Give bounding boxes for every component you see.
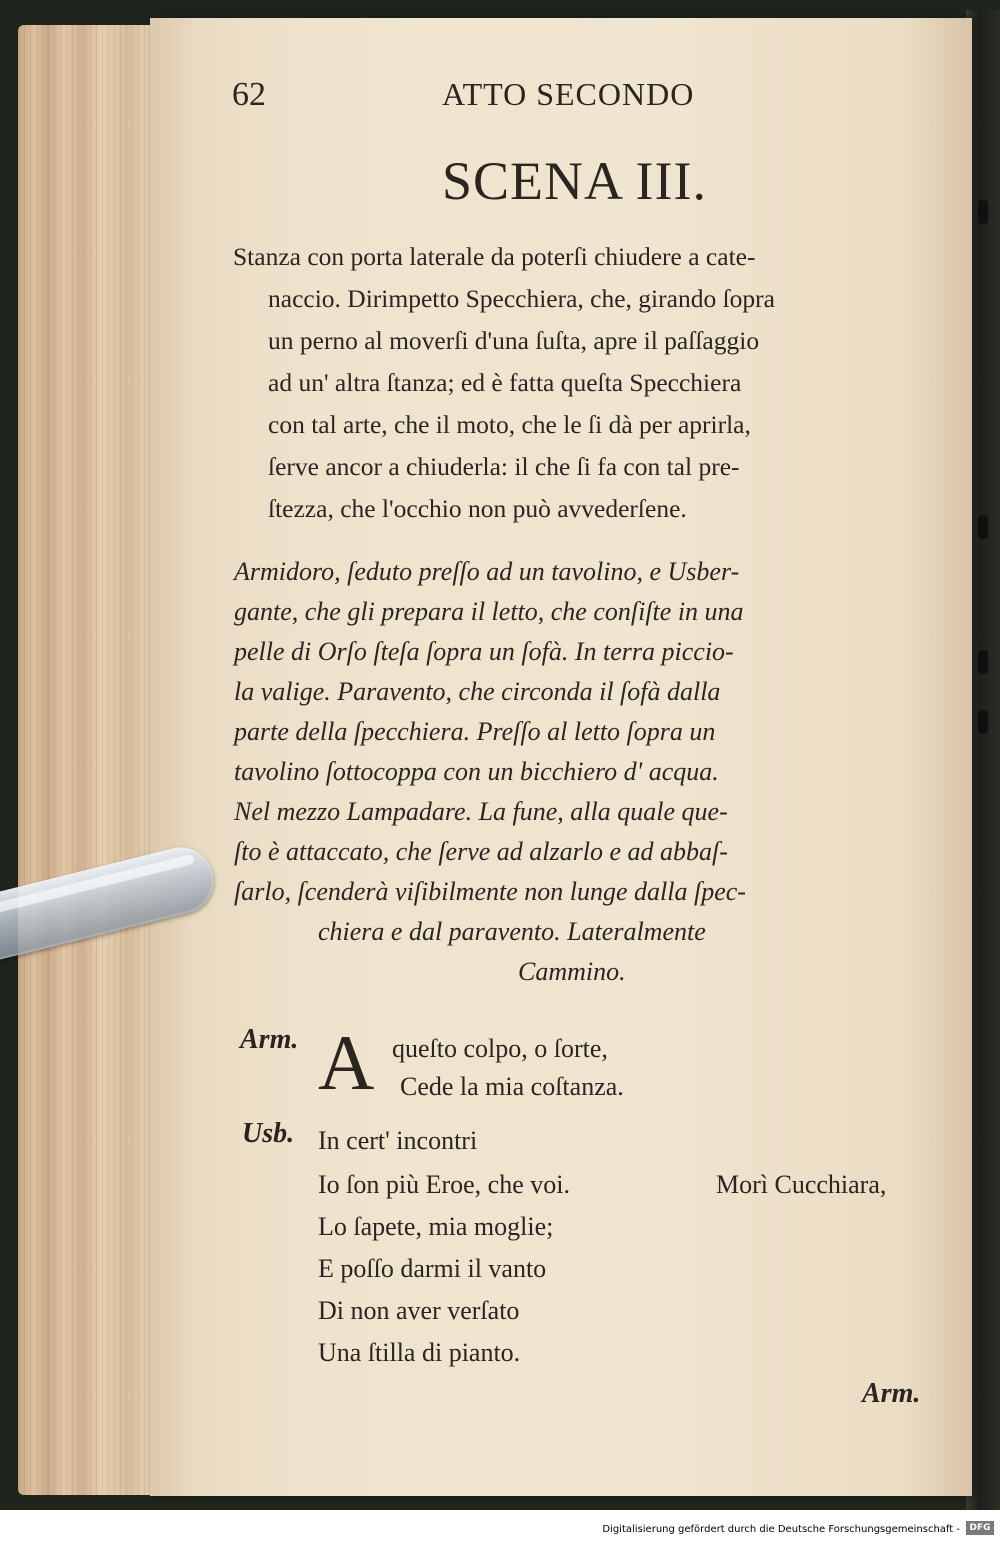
stage-line-italic: Nel mezzo Lampadare. La fune, alla quale que- bbox=[234, 797, 728, 826]
stage-line-italic: parte della ſpecchiera. Preſſo al letto ſopra un bbox=[234, 717, 716, 746]
page-number: 62 bbox=[232, 76, 266, 113]
verse-line: E poſſo darmi il vanto bbox=[318, 1254, 547, 1283]
verse-line: Di non aver verſato bbox=[318, 1296, 520, 1325]
catchword: Arm. bbox=[862, 1378, 921, 1409]
verse-line: Una ſtilla di pianto. bbox=[318, 1338, 521, 1367]
speaker-label-arm: Arm. bbox=[240, 1024, 299, 1055]
running-head: ATTO SECONDO bbox=[442, 76, 695, 112]
stage-line-italic: chiera e dal paravento. Lateralmente bbox=[318, 917, 706, 946]
stage-line-italic: pelle di Orſo ſteſa ſopra un ſofà. In terra piccio- bbox=[234, 637, 734, 666]
stage-line: ſtezza, che l'occhio non può avvederſene. bbox=[268, 494, 687, 523]
stage-line-italic: la valige. Paravento, che circonda il ſofà dalla bbox=[234, 677, 721, 706]
verse-line: Cede la mia coſtanza. bbox=[400, 1072, 624, 1101]
stage-line: ſerve ancor a chiuderla: il che ſi fa con tal pre- bbox=[268, 452, 740, 481]
stage-line-italic: ſto è attaccato, che ſerve ad alzarlo e ad abbaſ- bbox=[234, 837, 728, 866]
stage-line-italic: tavolino ſottocoppa con un bicchiero d' acqua. bbox=[234, 757, 719, 786]
verse-line: In cert' incontri bbox=[318, 1126, 478, 1155]
footer-credit: Digitalisierung gefördert durch die Deutsche Forschungsgemeinschaft - bbox=[602, 1524, 960, 1535]
stage-line-italic: Armidoro, ſeduto preſſo ad un tavolino, e Usber- bbox=[234, 557, 740, 586]
dfg-logo: DFG bbox=[966, 1521, 994, 1535]
stage-line: con tal arte, che il moto, che le ſi dà per aprirla, bbox=[268, 410, 751, 439]
stage-line-italic: Cammino. bbox=[518, 957, 626, 986]
stage-line: Stanza con porta laterale da poterſi chiudere a cate- bbox=[233, 242, 756, 271]
verse-line: queſto colpo, o ſorte, bbox=[392, 1034, 608, 1063]
stage-line: un perno al moverſi d'una ſuſta, apre il paſſaggio bbox=[268, 326, 760, 355]
stage-aside: Morì Cucchiara, bbox=[716, 1170, 887, 1199]
stage-line-italic: gante, che gli prepara il letto, che conſiſte in una bbox=[234, 597, 744, 626]
stage-line: naccio. Dirimpetto Specchiera, che, girando ſopra bbox=[268, 284, 775, 313]
speaker-label-usb: Usb. bbox=[242, 1118, 295, 1149]
scene-title: SCENA III. bbox=[442, 151, 707, 211]
verse-line: Lo ſapete, mia moglie; bbox=[318, 1212, 554, 1241]
stage-line: ad un' altra ſtanza; ed è fatta queſta Specchiera bbox=[268, 368, 742, 397]
stage-line-italic: ſarlo, ſcenderà viſibilmente non lunge dalla ſpec- bbox=[234, 877, 746, 906]
verse-line: Io ſon più Eroe, che voi. bbox=[318, 1170, 570, 1199]
drop-cap: A bbox=[318, 1019, 375, 1106]
